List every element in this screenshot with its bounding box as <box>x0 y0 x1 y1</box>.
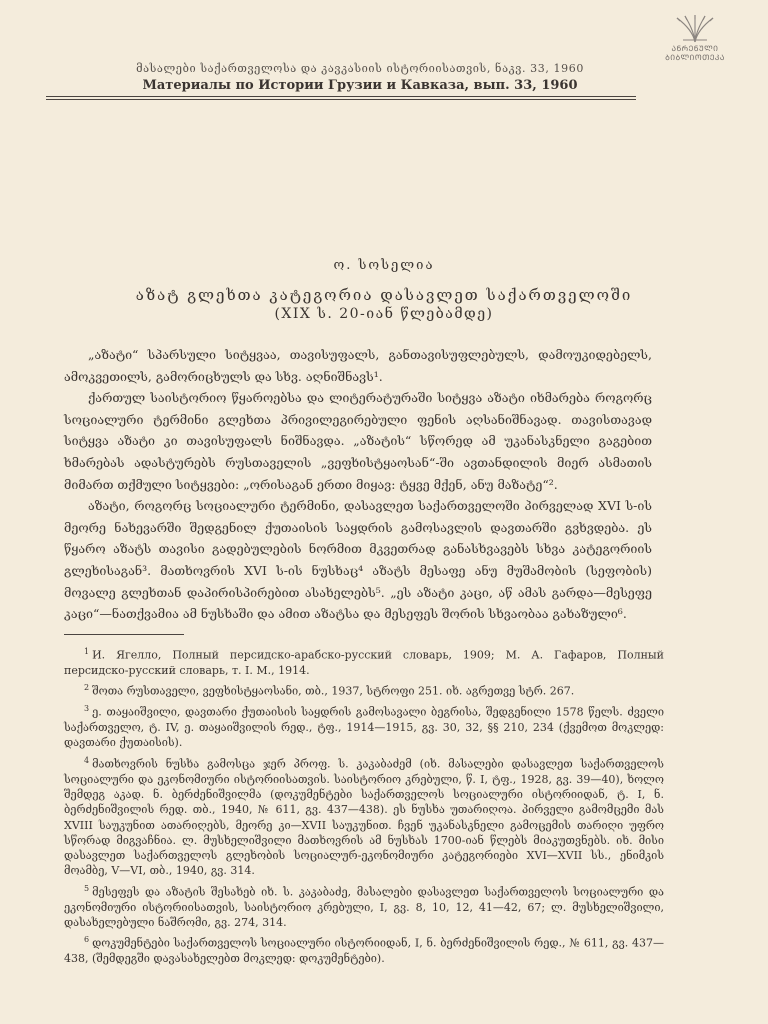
footnote-text: მესეფეს და აზატის შესახებ იხ. ს. კაკაბაძე, მასალები დასავლეთ საქართველოს სოციალური და ეკონომიური ისტორიისათვის, საისტორიო კრებული, I, გვ. 8, 10, 12, 41—42, 67; ლ. მუსხელიშვილი, დასახელებული ნაშრომი, გვ. 274, 314. <box>64 885 664 930</box>
footnote <box>64 932 664 966</box>
footnote <box>64 644 664 678</box>
body-paragraph: აზატი, როგორც სოციალური ტერმინი, დასავლეთ საქართველოში პირველად XVI ს-ის მეორე ნახევარში შედგენილ ქუთაისის საყდრის გამოსავლის დავთარში გვხვდება. ეს წყარო აზატს თავისი გადებულების ნორმით მკვეთრად განასხვავებს სხვა კატეგორიის გლეხისაგან³. მათხოვრის XVI ს-ის ნუსხაც⁴ აზატს მესაფე ანუ მუშამობის (სეფობის) მოვალე გლეხთან დაპირისპირებით ასახელებს⁵. „ეს აზატი კაცი, აწ ამას გარდა—მესეფე კაცი“—ნათქვამია ამ ნუსხაში და ამით აზატსა და მესეფეს შორის სხვაობაა გახაზული⁶. <box>64 498 652 622</box>
footnotes <box>64 644 664 969</box>
body-paragraph: „აზატი“ სპარსული სიტყვაა, თავისუფალს, განთავისუფლებულს, დამოუკიდებელს, ამოკვეთილს, გამორიცხულს და სხვ. აღნიშნავს¹. <box>64 347 652 384</box>
footnote-number: 3 <box>84 704 90 714</box>
article-subtitle: (XIX ს. 20-იან წლებამდე) <box>274 306 494 322</box>
body-paragraph: ქართულ საისტორიო წყაროებსა და ლიტერატურაში სიტყვა აზატი იხმარება როგორც სოციალური ტერმინი გლეხთა პრივილეგირებული ფენის აღსანიშნავად. თავისთავად სიტყვა აზატი კი თავისუფალს ნიშნავდა. „აზატის“ სწორედ ამ უკანასკნელი გაგებით ხმარებას ადასტურებს რუსთაველის „ვეფხისტყაოსან“-ში ავთანდილის მიერ ასმათის მიმართ თქმული სიტყვები: „ორისაგან ერთი მიყავ: ტყვე მქენ, ანუ მაზატე“². <box>64 390 652 492</box>
header-rule-thin <box>46 99 636 100</box>
footnote-text: И. Ягелло, Полный персидско-арабско-русский словарь, 1909; М. А. Гафаров, Полный персидско-русский словарь, т. I. М., 1914. <box>64 648 664 677</box>
header-rule <box>46 96 636 97</box>
footnote-number: 1 <box>84 647 90 656</box>
journal-header-russian: Материалы по Истории Грузии и Кавказа, вып. 33, 1960 <box>142 78 578 93</box>
footnote <box>64 753 664 879</box>
library-logo <box>660 14 730 62</box>
wheat-sheaf-icon <box>671 14 719 44</box>
footnote-text: ე. თაყაიშვილი, დავთარი ქუთაისის საყდრის გამოსავალი ბეგრისა, შედგენილი 1578 წელს. ძველი საქართველო, ტ. IV, ე. თაყაიშვილის რედ., ტფ., 1914—1915, გვ. 30, 32, §§ 210, 234 (ქვემოთ მოკლედ: დავთარი ქუთაისის). <box>64 705 664 750</box>
article-title: აზატ გლეხთა კატეგორია დასავლეთ საქართველოში <box>135 286 633 304</box>
article-body <box>64 344 652 625</box>
logo-line-2: ᲑᲘᲑᲚᲘᲝᲗᲔᲙᲐ <box>665 53 725 62</box>
footnote-separator <box>64 634 184 635</box>
journal-header-georgian: მასალები საქართველოსა და კავკასიის ისტორიისათვის, ნაკვ. 33, 1960 <box>136 62 584 75</box>
footnote-text: შოთა რუსთაველი, ვეფხისტყაოსანი, თბ., 1937, სტროფი 251. იხ. აგრეთვე სტრ. 267. <box>92 684 575 698</box>
footnote <box>64 881 664 931</box>
footnote-text: მათხოვრის ნუსხა გამოსცა ჯერ პროფ. ს. კაკაბაძემ (იხ. მასალები დასავლეთ საქართველოს სოციალური და ეკონომიური ისტორიისათვის. საისტორიო კრებული, წ. I, ტფ., 1928, გვ. 39—40), ხოლო შემდეგ აკად. ნ. ბერძენიშვილმა (დოკუმენტები საქართველოს სოციალური ისტორიიდან, ტ. I, ნ. ბერძენიშვილის რედ. თბ., 1940, № 611, გვ. 437—438). ეს ნუსხა უთარიღოა. პირველი გამომცემი მას XVIII საუკუნით ათარიღებს, მეორე კი—XVII საუკუნით. ჩვენ უკანასკნელი გამოცემის თარიღი უფრო სწორად მიგვაჩნია. ლ. მუსხელიშვილი მათხოვრის ამ ნუსხას 1700-იან წლებს მიაკუთვნებს. იხ. მისი დასავლეთ საქართველოს გლეხობის სოციალურ-ეკონომიური კატეგორიები XVI—XVII სს., ენიმკის მოამბე, V—VI, თბ., 1940, გვ. 314. <box>64 757 664 878</box>
footnote-number: 5 <box>84 883 90 893</box>
logo-line-1: ᲐᲜᲠᲔᲜᲣᲚᲘ <box>671 44 719 53</box>
article-author: ო. სოსელია <box>333 258 435 273</box>
footnote-text: დოკუმენტები საქართველოს სოციალური ისტორიიდან, I, ნ. ბერძენიშვილის რედ., № 611, გვ. 437—438, (შემდეგში დავასახელებთ მოკლედ: დოკუმენტები). <box>64 936 664 966</box>
footnote-number: 2 <box>84 683 90 693</box>
footnote-number: 6 <box>84 935 90 945</box>
footnote-number: 4 <box>84 755 90 765</box>
footnote <box>64 701 664 751</box>
footnote <box>64 680 664 699</box>
